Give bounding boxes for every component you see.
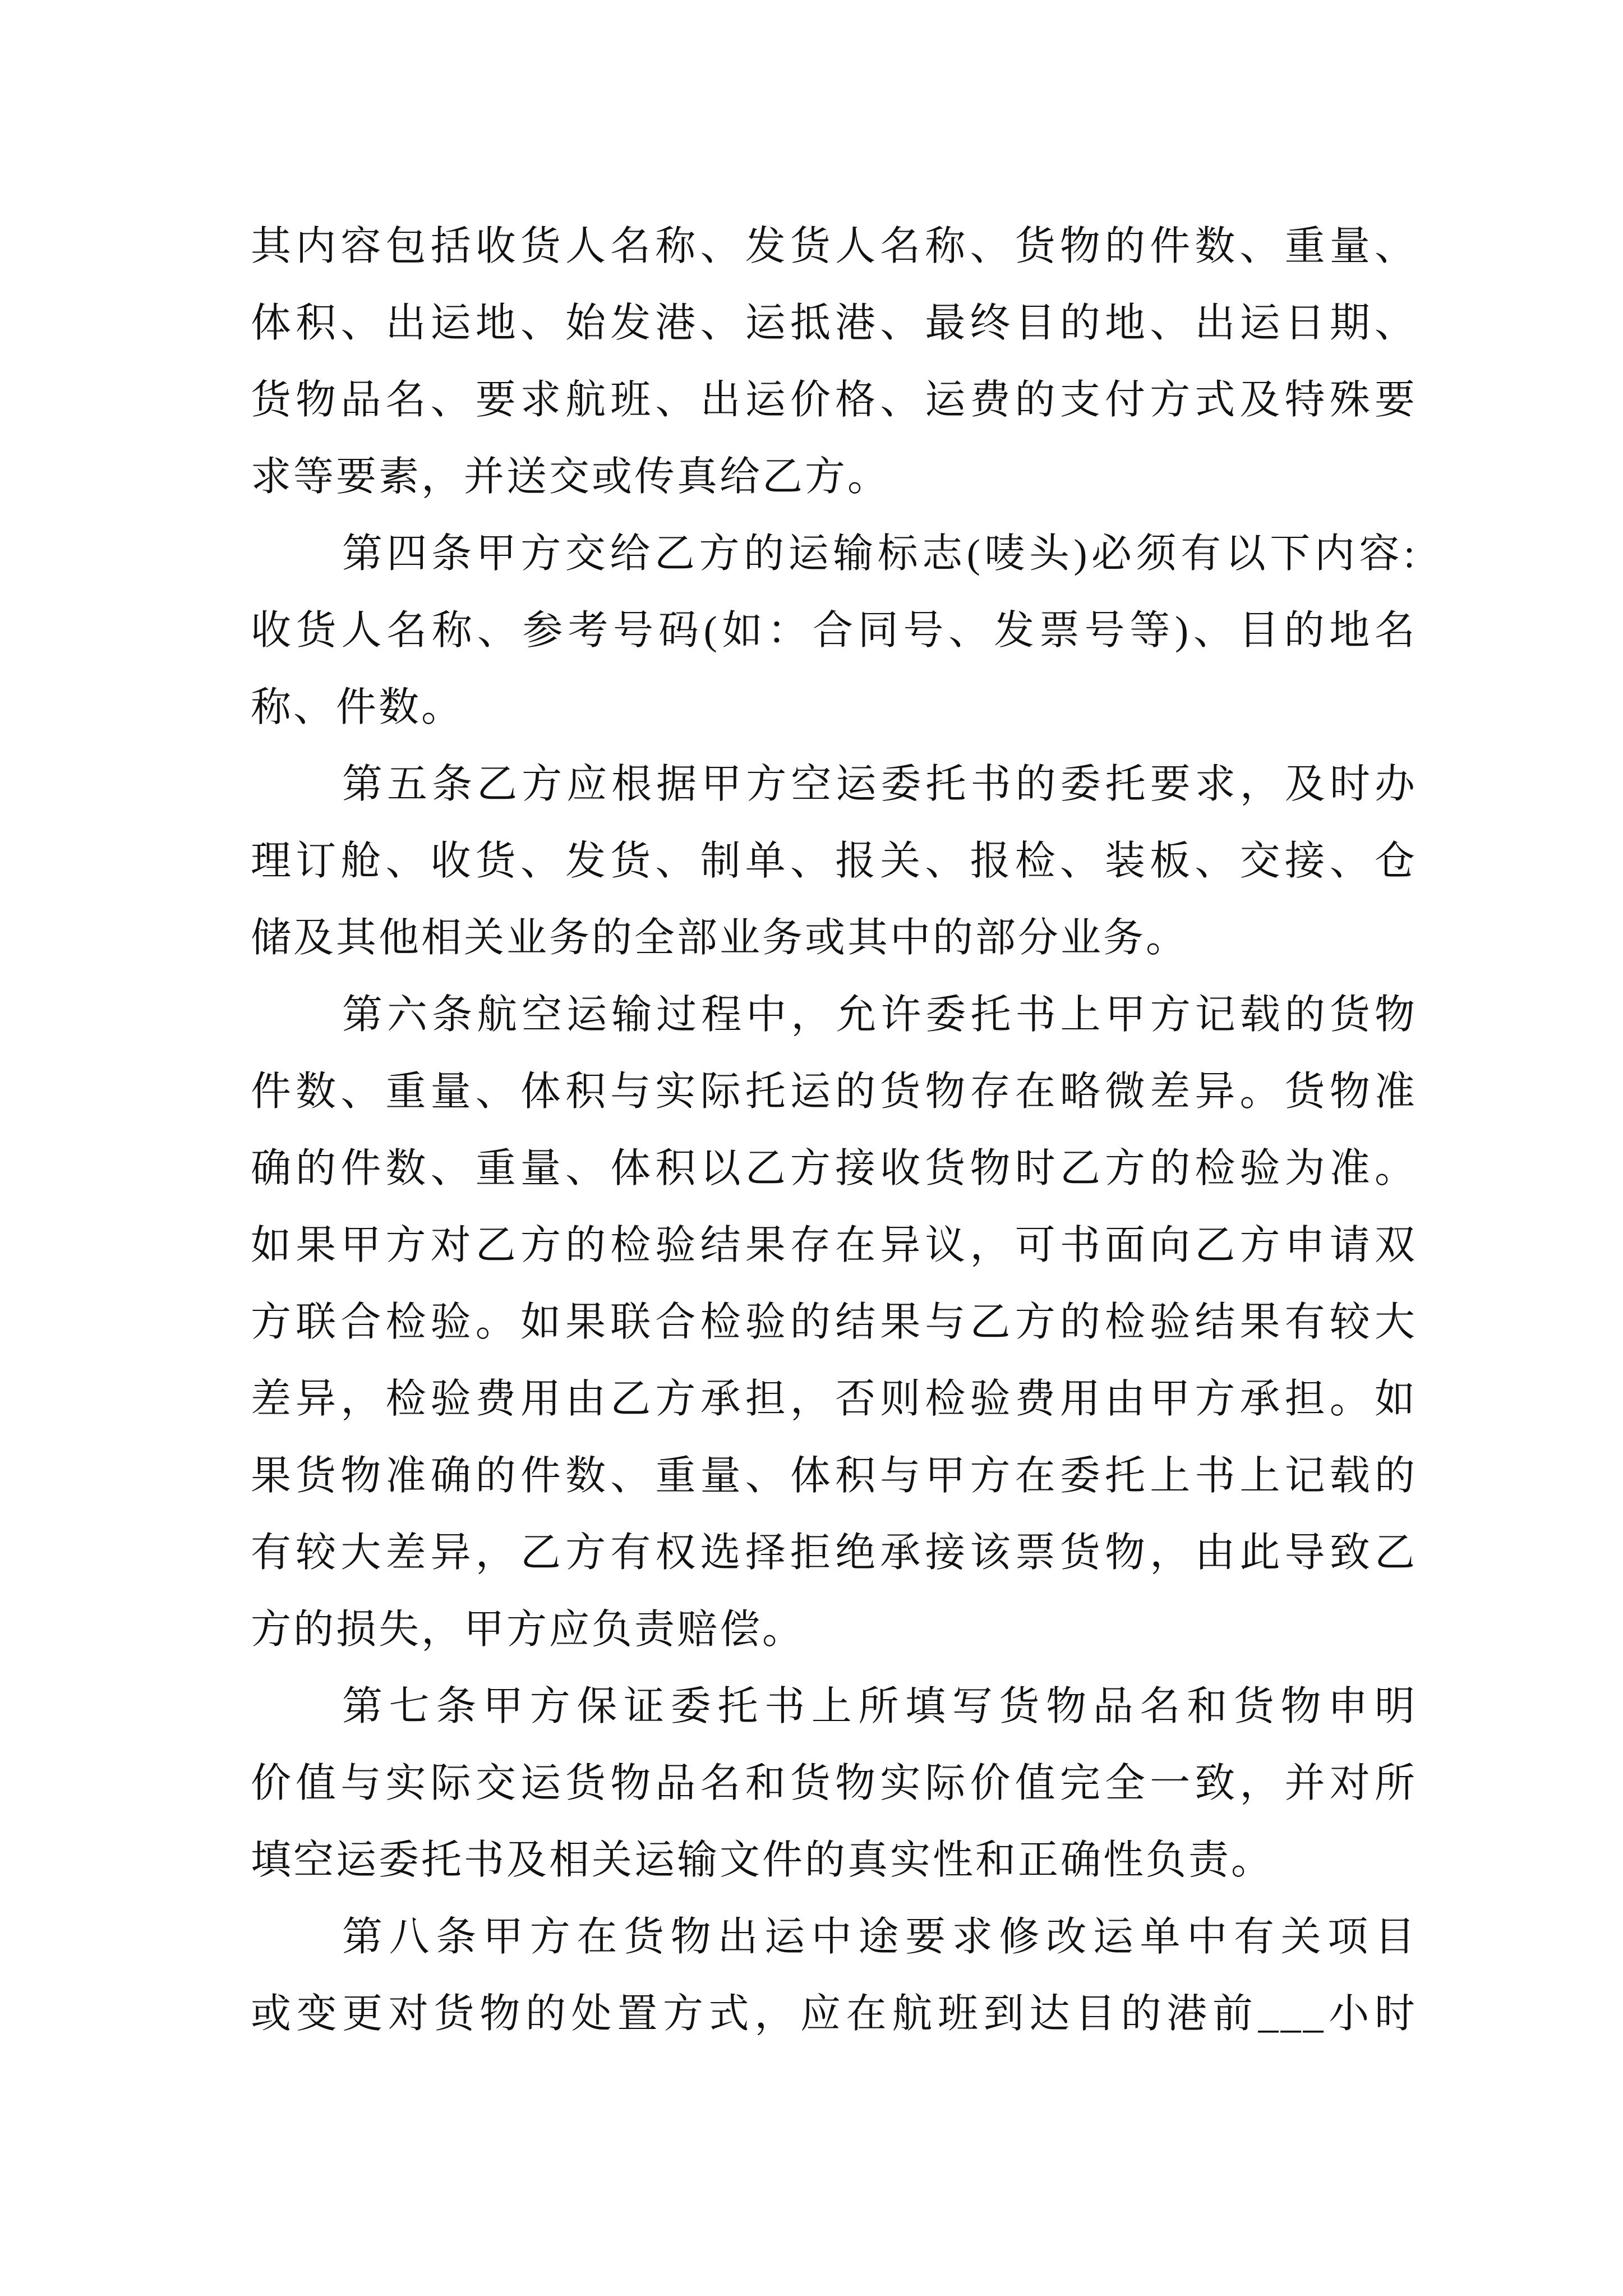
text-line: 方联合检验。如果联合检验的结果与乙方的检验结果有较大	[251, 1300, 1417, 1345]
text-line: 填空运委托书及相关运输文件的真实性和正确性负责。	[251, 1838, 1274, 1883]
paragraph-continuation	[251, 208, 1417, 516]
text-line: 方的损失，甲方应负责赔偿。	[251, 1607, 805, 1652]
paragraph-article-6	[251, 977, 1417, 1668]
text-line: 或变更对货物的处置方式，应在航班到达目的港前___小时	[251, 1991, 1417, 2036]
document-body	[251, 208, 1417, 2053]
text-line: 理订舱、收货、发货、制单、报关、报检、装板、交接、仓	[251, 839, 1417, 884]
text-line: 确的件数、重量、体积以乙方接收货物时乙方的检验为准。	[251, 1146, 1417, 1191]
text-line: 果货物准确的件数、重量、体积与甲方在委托上书上记载的	[251, 1453, 1417, 1498]
text-line: 第七条甲方保证委托书上所填写货物品名和货物申明	[342, 1684, 1417, 1729]
text-line: 如果甲方对乙方的检验结果存在异议，可书面向乙方申请双	[251, 1223, 1417, 1268]
text-line: 求等要素，并送交或传真给乙方。	[251, 454, 891, 499]
text-line: 称、件数。	[251, 685, 464, 730]
text-line: 储及其他相关业务的全部业务或其中的部分业务。	[251, 915, 1189, 960]
text-line: 第四条甲方交给乙方的运输标志(唛头)必须有以下内容:	[342, 531, 1417, 576]
text-line: 收货人名称、参考号码(如：合同号、发票号等)、目的地名	[251, 608, 1417, 653]
text-line: 货物品名、要求航班、出运价格、运费的支付方式及特殊要	[251, 378, 1417, 422]
text-line: 差异，检验费用由乙方承担，否则检验费用由甲方承担。如	[251, 1377, 1417, 1421]
text-line: 第五条乙方应根据甲方空运委托书的委托要求，及时办	[342, 762, 1417, 807]
text-line: 价值与实际交运货物品名和货物实际价值完全一致，并对所	[251, 1761, 1417, 1806]
text-line: 有较大差异，乙方有权选择拒绝承接该票货物，由此导致乙	[251, 1530, 1417, 1575]
text-line: 第六条航空运输过程中，允许委托书上甲方记载的货物	[342, 992, 1417, 1037]
paragraph-article-4	[251, 516, 1417, 746]
text-line: 件数、重量、体积与实际托运的货物存在略微差异。货物准	[251, 1069, 1417, 1114]
text-line: 第八条甲方在货物出运中途要求修改运单中有关项目	[342, 1915, 1417, 1959]
text-line: 体积、出运地、始发港、运抵港、最终目的地、出运日期、	[251, 301, 1417, 346]
paragraph-article-5	[251, 746, 1417, 977]
text-line: 其内容包括收货人名称、发货人名称、货物的件数、重量、	[251, 224, 1417, 269]
paragraph-article-7	[251, 1668, 1417, 1899]
paragraph-article-8	[251, 1899, 1417, 2053]
